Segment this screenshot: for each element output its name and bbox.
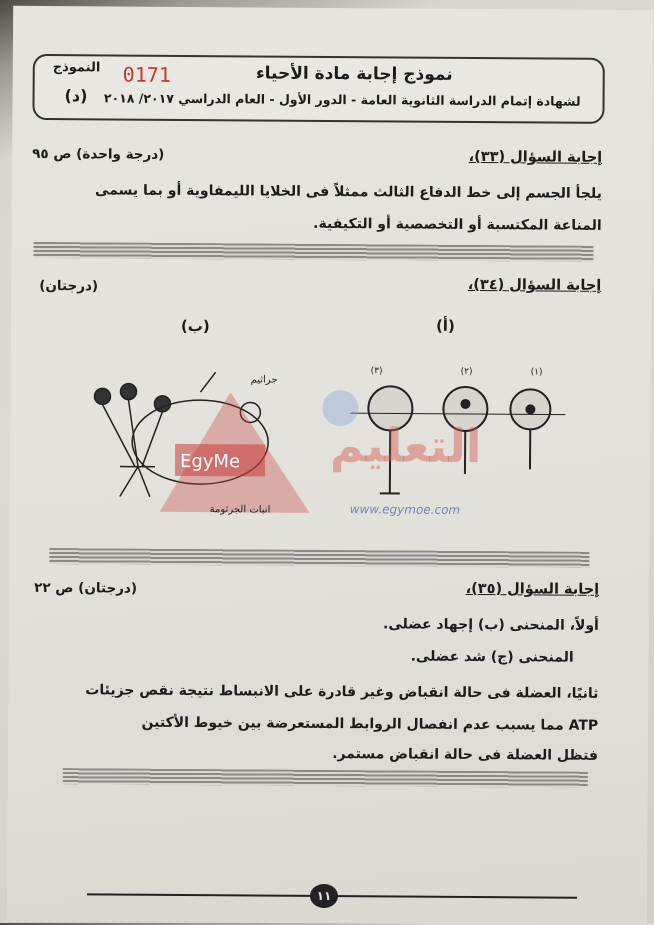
divider-1 bbox=[33, 242, 593, 262]
model-letter: (د) bbox=[64, 86, 88, 106]
exam-page bbox=[7, 6, 653, 925]
q33-heading: إجابة السؤال (٣٣)، bbox=[468, 148, 603, 166]
q35-third-line2: ATP مما يسبب عدم انفصال الروابط المستعرضة بين خيوط الأكتين bbox=[141, 714, 599, 734]
q35-marks: (درجتان) ص ٢٢ bbox=[34, 579, 138, 597]
q35-second: المنحنى (ج) شد عضلى. bbox=[410, 648, 574, 666]
page-title: نموذج إجابة مادة الأحياء bbox=[255, 63, 453, 85]
q35-first: أولاً، المنحنى (ب) إجهاد عضلى. bbox=[382, 616, 599, 634]
watermark-url: www.egymoe.com bbox=[349, 502, 461, 517]
label-num1: (١) bbox=[530, 367, 543, 378]
q34-marks: (درجتان) bbox=[39, 277, 99, 295]
figure-a-label: (أ) bbox=[435, 316, 455, 335]
label-num3: (٣) bbox=[370, 366, 383, 377]
q33-answer-line1: يلجأ الجسم إلى خط الدفاع الثالث ممثلاً فى الخلايا الليمفاوية أو بما يسمى bbox=[95, 182, 602, 202]
q33-answer-line2: المناعة المكتسبة أو التخصصية أو التكيفية. bbox=[313, 215, 602, 234]
q35-heading: إجابة السؤال (٣٥)، bbox=[465, 580, 600, 598]
q33-marks: (درجة واحدة) ص ٩٥ bbox=[32, 145, 165, 163]
watermark-text: التعليم bbox=[329, 418, 482, 474]
model-label: النموذج bbox=[52, 60, 101, 76]
label-num2: (٢) bbox=[460, 366, 473, 377]
page-subtitle: لشهادة إتمام الدراسة الثانوية العامة - الدور الأول - العام الدراسي ٢٠١٧/ ٢٠١٨ bbox=[103, 90, 581, 109]
watermark-brand-text: EgyMe bbox=[179, 450, 241, 473]
label-germ: جراثيم bbox=[250, 374, 278, 386]
divider-3 bbox=[63, 768, 588, 788]
divider-2 bbox=[49, 548, 589, 568]
figure-b-label: (ب) bbox=[180, 316, 210, 336]
q35-third-line1: ثانيًا، العضلة فى حالة انقباض وغير قادرة على الانبساط نتيجة نقص جزيئات bbox=[85, 682, 599, 702]
page-number: ١١ bbox=[310, 884, 338, 908]
q35-third-line3: فتظل العضلة فى حالة انقباض مستمر. bbox=[332, 746, 599, 764]
label-germination: انبات الجرثومة bbox=[209, 504, 271, 516]
header-box bbox=[32, 54, 604, 124]
q34-heading: إجابة السؤال (٣٤)، bbox=[467, 276, 602, 294]
exam-code: 0171 bbox=[122, 62, 171, 87]
